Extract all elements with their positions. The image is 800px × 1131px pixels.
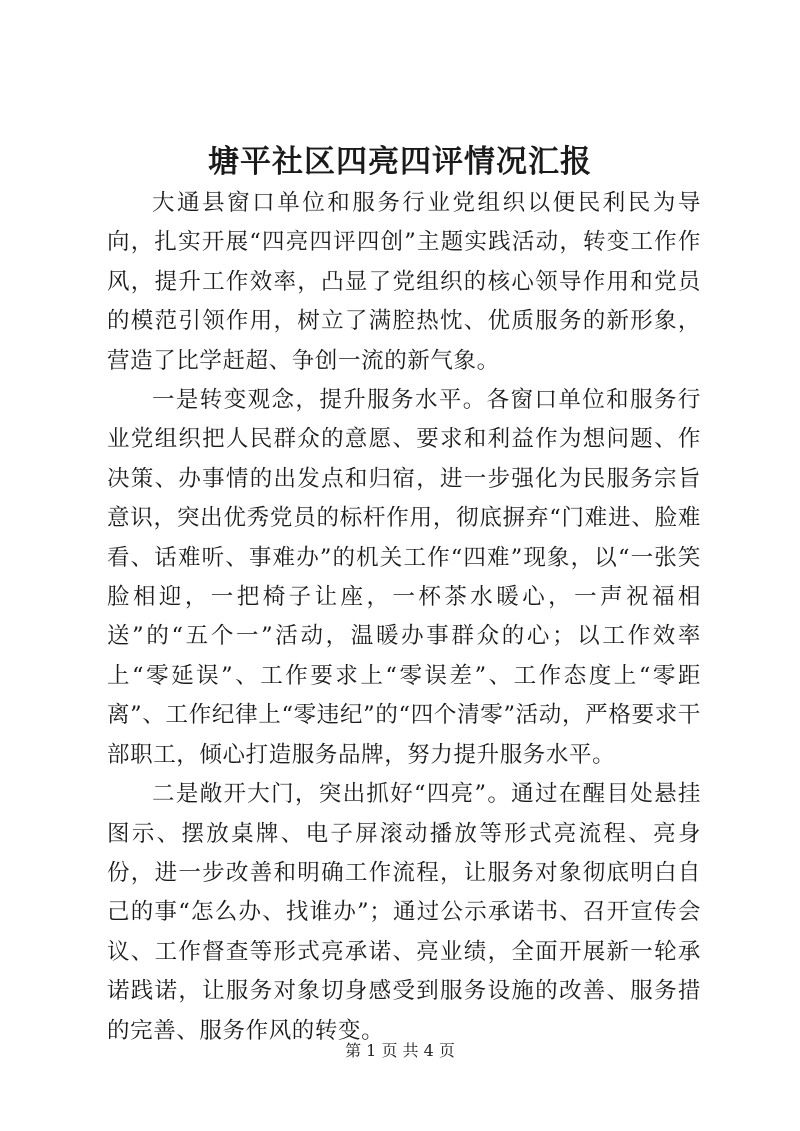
document-title: 塘平社区四亮四评情况汇报: [208, 144, 592, 180]
paragraph-two: 二是敞开大门，突出抓好“四亮”。通过在醒目处悬挂图示、摆放桌牌、电子屏滚动播放等形式亮流程、亮身份，进一步改善和明确工作流程，让服务对象彻底明白自己的事“怎么办、找谁办”；通过公示承诺书、召开宣传会议、工作督查等形式亮承诺、亮业绩，全面开展新一轮承诺践诺，让服务对象切身感受到服务设施的改善、服务措的完善、服务作风的转变。: [107, 781, 701, 1044]
paragraph-one: 一是转变观念，提升服务水平。各窗口单位和服务行业党组织把人民群众的意愿、要求和利益作为想问题、作决策、办事情的出发点和归宿，进一步强化为民服务宗旨意识，突出优秀党员的标杆作用，彻底摒弃“门难进、脸难看、话难听、事难办”的机关工作“四难”现象，以“一张笑脸相迎，一把椅子让座，一杯茶水暖心，一声祝福相送”的“五个一”活动，温暖办事群众的心；以工作效率上“零延误”、工作要求上“零误差”、工作态度上“零距离”、工作纪律上“零违纪”的“四个清零”活动，严格要求干部职工，倾心打造服务品牌，努力提升服务水平。: [107, 387, 701, 768]
paragraph-intro: 大通县窗口单位和服务行业党组织以便民利民为导向，扎实开展“四亮四评四创”主题实践活动，转变工作作风，提升工作效率，凸显了党组织的核心领导作用和党员的模范引领作用，树立了满腔热忱、优质服务的新形象，营造了比学赶超、争创一流的新气象。: [107, 190, 701, 374]
document-body: [107, 184, 701, 1051]
page-footer: 第 1 页 共 4 页: [345, 1041, 455, 1060]
